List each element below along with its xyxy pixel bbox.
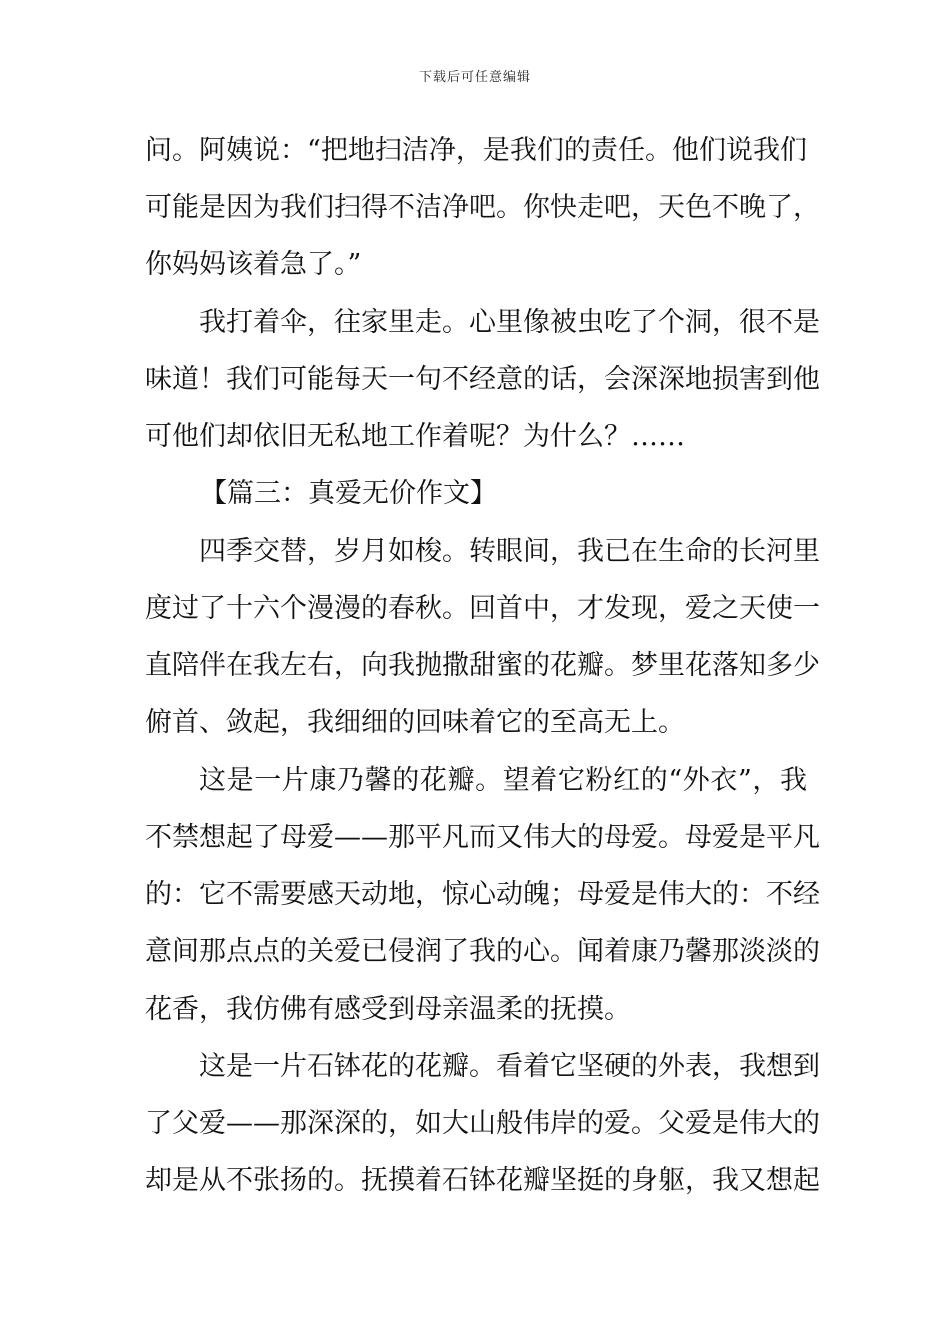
text-line: 花香，我仿佛有感受到母亲温柔的抚摸。 (145, 994, 631, 1025)
text-line: 直陪伴在我左右，向我抛撒甜蜜的花瓣。梦里花落知多少 (145, 650, 820, 681)
text-line: 度过了十六个漫漫的春秋。回首中，才发现，爱之天使一 (145, 593, 820, 624)
page-header: 下载后可任意编辑 (418, 70, 531, 85)
text-line: 却是从不张扬的。抚摸着石钵花瓣坚挺的身躯，我又想起 (145, 1165, 820, 1196)
text-line: 可他们却依旧无私地工作着呢？为什么？…… (145, 421, 685, 452)
text-line: 可能是因为我们扫得不洁净吧。你快走吧，天色不晚了， (145, 192, 820, 223)
text-line: 这是一片石钵花的花瓣。看着它坚硬的外表，我想到 (199, 1051, 820, 1082)
text-line: 四季交替，岁月如梭。转眼间，我已在生命的长河里 (199, 536, 820, 567)
section-heading: 【篇三：真爱无价作文】 (200, 478, 497, 509)
text-line: 我打着伞，往家里走。心里像被虫吃了个洞，很不是 (199, 307, 820, 338)
text-line: 的：它不需要感天动地，惊心动魄；母爱是伟大的：不经 (145, 879, 820, 910)
text-line: 了父爱——那深深的，如大山般伟岸的爱。父爱是伟大的 (145, 1108, 820, 1139)
text-line: 你妈妈该着急了。” (145, 249, 362, 280)
text-line: 味道！我们可能每天一句不经意的话，会深深地损害到他 (145, 364, 820, 395)
text-line: 意间那点点的关爱已侵润了我的心。闻着康乃馨那淡淡的 (145, 936, 820, 967)
text-line: 问。阿姨说：“把地扫洁净，是我们的责任。他们说我们 (145, 135, 807, 166)
text-line: 这是一片康乃馨的花瓣。望着它粉红的“外衣”，我 (199, 765, 807, 796)
text-line: 俯首、敛起，我细细的回味着它的至高无上。 (145, 707, 685, 738)
text-line: 不禁想起了母爱——那平凡而又伟大的母爱。母爱是平凡 (145, 822, 820, 853)
